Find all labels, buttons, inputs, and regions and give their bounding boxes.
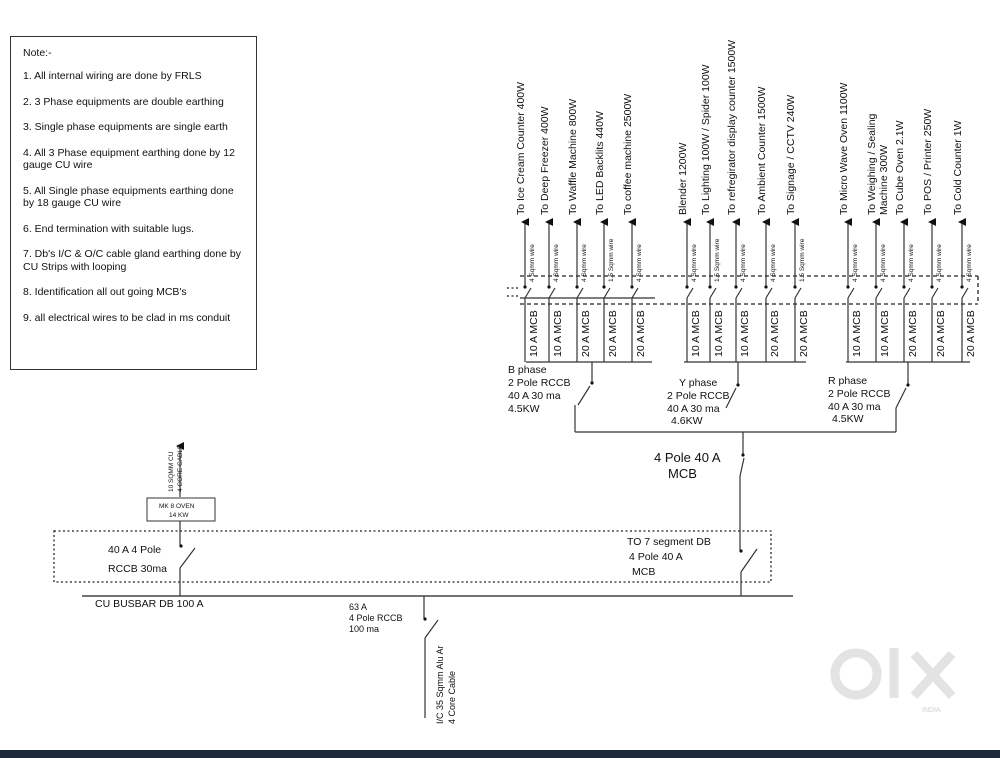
note-item-6: 6. End termination with suitable lugs. <box>23 222 195 235</box>
note-item-7: 7. Db's I/C & O/C cable gland earthing done by CU Strips with looping <box>23 248 241 273</box>
phase-buses <box>526 362 970 432</box>
notes-title: Note:- <box>23 47 52 59</box>
circuit-load-label: To Deep Freezer 400W <box>539 106 551 215</box>
b-rccb-contact <box>590 381 593 384</box>
circuit-wire-label: 4 Sqmm wire <box>852 244 859 282</box>
footer-bar <box>0 750 1000 758</box>
segment-db-feeder <box>627 536 757 596</box>
segment-mcb-contact <box>739 549 742 552</box>
circuit-mcb-label: 10 A MCB <box>713 310 725 357</box>
circuit-mcb-label: 20 A MCB <box>798 310 810 357</box>
main-mcb-label-2: MCB <box>668 466 697 481</box>
y-rccb-contact <box>736 383 739 386</box>
incomer-label-2: 4 Pole RCCB <box>349 613 403 623</box>
circuit-switch <box>687 288 693 298</box>
circuit-wire-label: 4 Sqmm wire <box>636 244 643 282</box>
circuit-load-label: To Waffle Machine 800W <box>567 98 579 215</box>
circuit-switch <box>766 288 772 298</box>
note-item-5: 5. All Single phase equipments earthing done by 18 gauge CU wire <box>23 184 234 209</box>
circuit-load-label: To Cube Oven 2.1W <box>894 120 906 215</box>
circuit-switch <box>848 288 854 298</box>
r-phase-rccb: 2 Pole RCCB <box>828 388 891 400</box>
circuit-contact <box>575 285 578 288</box>
circuit-contact <box>793 285 796 288</box>
circuit-5 <box>622 94 647 362</box>
circuit-wire-label: 4 Sqmm wire <box>581 244 588 282</box>
b-phase-rccb: 2 Pole RCCB <box>508 377 571 389</box>
note-item-2: 2. 3 Phase equipments are double earthing <box>23 95 224 108</box>
busbar <box>82 596 793 610</box>
b-phase-name: B phase <box>508 364 547 376</box>
note-item-4: 4. All 3 Phase equipment earthing done by 12 gauge CU wire <box>23 146 235 171</box>
circuit-switch <box>904 288 910 298</box>
circuit-mcb-label: 10 A MCB <box>851 310 863 357</box>
circuit-3 <box>567 99 592 362</box>
circuit-switch <box>604 288 610 298</box>
b-phase-load: 4.5KW <box>508 403 540 415</box>
circuit-contact <box>764 285 767 288</box>
circuit-wire-label: 4 Sqmm wire <box>936 244 943 282</box>
circuit-switch <box>525 288 531 298</box>
circuit-contact <box>547 285 550 288</box>
oven-name: MK 8 OVEN <box>159 503 195 510</box>
circuit-wire-label: 4 Sqmm wire <box>740 244 747 282</box>
incomer-label-1: 63 A <box>349 602 368 612</box>
circuit-switch <box>932 288 938 298</box>
y-phase-load: 4.6KW <box>671 415 703 427</box>
circuit-load-label: Blender 1200W <box>677 142 689 215</box>
circuit-2 <box>539 106 564 362</box>
circuit-mcb-label: 20 A MCB <box>769 310 781 357</box>
circuit-11 <box>838 82 863 362</box>
circuit-load-label: To Signage / CCTV 240W <box>785 94 797 215</box>
incomer-label-3: 100 ma <box>349 624 380 634</box>
circuit-wire-label: 4 Sqmm wire <box>966 244 973 282</box>
circuit-wire-label: 4 Sqmm wire <box>908 244 915 282</box>
circuit-contact <box>685 285 688 288</box>
circuit-contact <box>708 285 711 288</box>
incomer-rccb-contact <box>423 617 426 620</box>
circuit-wire-label: 4 Sqmm wire <box>691 244 698 282</box>
circuit-load-label: To Ambient Counter 1500W <box>756 86 768 215</box>
circuit-6 <box>677 143 702 362</box>
circuit-load-label: To Cold Counter 1W <box>952 120 964 215</box>
circuit-switch <box>577 288 583 298</box>
main-rccb <box>108 521 195 596</box>
olx-logo-icon <box>835 648 952 698</box>
incomer-rccb-switch <box>425 620 438 638</box>
circuit-mcb-label: 10 A MCB <box>528 310 540 357</box>
circuit-wire-label: 1.5 Sqmm wire <box>799 238 806 282</box>
note-item-8: 8. Identification all out going MCB's <box>23 286 187 298</box>
circuit-mcb-label: 20 A MCB <box>965 310 977 357</box>
circuit-contact <box>930 285 933 288</box>
r-rccb-switch <box>896 388 906 408</box>
circuit-12 <box>866 113 891 362</box>
circuit-contact <box>734 285 737 288</box>
circuit-10 <box>785 95 810 362</box>
circuit-load-label: To refregirator display counter 1500W <box>726 39 738 215</box>
olx-country: INDIA <box>922 707 941 714</box>
note-item-1: 1. All internal wiring are done by FRLS <box>23 70 202 82</box>
circuit-13 <box>894 120 919 362</box>
circuit-mcb-label: 20 A MCB <box>635 310 647 357</box>
circuit-switch <box>962 288 968 298</box>
circuit-contact <box>602 285 605 288</box>
circuit-load-label-2: Machine 300W <box>878 144 890 215</box>
main-rccb-switch <box>180 548 195 568</box>
circuit-wire-label: 4 Sqmm wire <box>880 244 887 282</box>
circuit-wire-label: 1.5 Sqmm wire <box>608 238 615 282</box>
segment-label-2: 4 Pole 40 A <box>629 551 683 563</box>
circuit-15 <box>952 120 977 362</box>
circuit-switch <box>632 288 638 298</box>
circuit-mcb-label: 10 A MCB <box>552 310 564 357</box>
circuit-4 <box>594 111 619 362</box>
circuit-1 <box>515 82 540 362</box>
main-rccb-contact <box>179 544 182 547</box>
main-mcb-contact <box>741 453 744 456</box>
incomer-cable-label-2: 4 Core Cable <box>447 670 457 724</box>
incomer <box>349 596 457 724</box>
circuit-switch <box>710 288 716 298</box>
oven-rating: 14 KW <box>169 512 189 519</box>
busbar-label: CU BUSBAR DB 100 A <box>95 598 204 610</box>
main-rccb-label-2: RCCB 30ma <box>108 563 167 575</box>
incomer-cable-label-1: I/C 35 Sqmm Alu Ar <box>435 645 445 724</box>
circuit-switch <box>549 288 555 298</box>
circuit-mcb-label: 10 A MCB <box>690 310 702 357</box>
segment-mcb-switch <box>741 549 757 572</box>
note-item-9: 9. all electrical wires to be clad in ms conduit <box>23 311 231 324</box>
circuit-8 <box>726 40 751 362</box>
circuit-contact <box>846 285 849 288</box>
r-phase-load: 4.5KW <box>832 413 864 425</box>
r-phase-name: R phase <box>828 375 868 387</box>
circuit-load-label: To Weighing / Sealing <box>866 113 878 215</box>
y-phase-rccb: 2 Pole RCCB <box>667 390 730 402</box>
circuit-9 <box>756 87 781 362</box>
circuit-load-label: To Micro Wave Oven 1100W <box>838 82 850 215</box>
y-phase-rating: 40 A 30 ma <box>667 403 720 415</box>
main-mcb-switch <box>740 458 744 476</box>
note-item-3: 3. Single phase equipments are single earth <box>23 121 228 133</box>
oven-cable-label-2: 4 CORE CABLE <box>177 444 184 492</box>
phase-labels <box>508 364 890 427</box>
segment-label-3: MCB <box>632 566 656 578</box>
segment-label-1: TO 7 segment DB <box>627 536 711 548</box>
b-phase-rating: 40 A 30 ma <box>508 390 561 402</box>
y-phase-name: Y phase <box>679 377 718 389</box>
circuit-mcb-label: 20 A MCB <box>907 310 919 357</box>
b-rccb-switch <box>578 386 590 405</box>
circuit-wire-label: 1.5 Sqmm wire <box>714 238 721 282</box>
circuit-switch <box>795 288 801 298</box>
circuit-contact <box>902 285 905 288</box>
circuit-mcb-label: 20 A MCB <box>607 310 619 357</box>
circuit-wire-label: 4 Sqmm wire <box>770 244 777 282</box>
circuit-wire-label: 4 Sqmm wire <box>529 244 536 282</box>
circuit-load-label: To POS / Printer 250W <box>922 108 934 215</box>
r-rccb-contact <box>906 383 909 386</box>
outgoing-circuits <box>515 40 977 362</box>
circuit-load-label: To Lighting 100W / Spider 100W <box>700 64 712 215</box>
oven-cable-label-1: 10 SQMM CU <box>168 451 175 492</box>
main-rccb-label-1: 40 A 4 Pole <box>108 544 162 556</box>
circuit-mcb-label: 20 A MCB <box>580 310 592 357</box>
circuit-load-label: To coffee machine 2500W <box>622 93 634 215</box>
circuit-switch <box>876 288 882 298</box>
circuit-contact <box>630 285 633 288</box>
circuit-mcb-label: 10 A MCB <box>739 310 751 357</box>
main-mcb-label-1: 4 Pole 40 A <box>654 450 721 465</box>
main-mcb <box>654 432 745 550</box>
circuit-switch <box>736 288 742 298</box>
circuit-contact <box>523 285 526 288</box>
olx-watermark <box>826 640 966 720</box>
circuit-contact <box>960 285 963 288</box>
circuit-contact <box>874 285 877 288</box>
circuit-mcb-label: 20 A MCB <box>935 310 947 357</box>
circuit-load-label: To Ice Cream Counter 400W <box>515 81 527 215</box>
circuit-mcb-label: 10 A MCB <box>879 310 891 357</box>
circuit-wire-label: 4 Sqmm wire <box>553 244 560 282</box>
circuit-load-label: To LED Backlits 440W <box>594 111 606 215</box>
circuit-7 <box>700 64 725 362</box>
oven-feeder <box>147 444 215 521</box>
r-phase-rating: 40 A 30 ma <box>828 401 881 413</box>
circuit-14 <box>922 109 947 362</box>
